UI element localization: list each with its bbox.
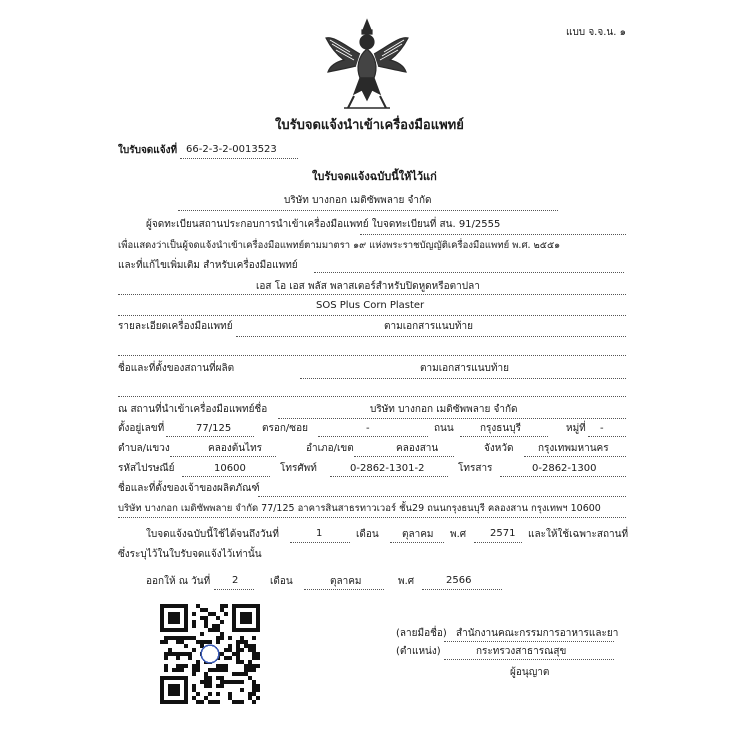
reg-label: ใบรับจดแจ้งที่	[118, 145, 178, 156]
address-label: ตั้งอยู่เลขที่	[118, 423, 165, 434]
device-en-dotline	[118, 315, 626, 316]
license-dotline	[360, 234, 626, 235]
manufacturer-dotline-2	[118, 396, 626, 397]
valid-month-label: เดือน	[356, 529, 379, 540]
reg-number: 66-2-3-2-0013523	[186, 144, 277, 155]
issued-month: ตุลาคม	[330, 576, 362, 587]
valid-month: ตุลาคม	[402, 529, 434, 540]
position-label: (ตำแหน่ง)	[396, 646, 441, 657]
device-th-dotline	[118, 294, 626, 295]
device-intro-dotline	[314, 272, 624, 273]
valid-year-dotline	[474, 542, 522, 543]
issued-year-label: พ.ศ	[398, 576, 415, 587]
district-dotline	[354, 456, 454, 457]
approver-title: ผู้อนุญาต	[510, 667, 550, 678]
details-value: ตามเอกสารแนบท้าย	[384, 321, 473, 332]
subdistrict-label: ตำบล/แขวง	[118, 443, 170, 454]
details-dotline	[236, 336, 626, 337]
subdistrict-dotline	[170, 456, 276, 457]
moo-value: -	[600, 423, 604, 434]
document-title: ใบรับจดแจ้งนำเข้าเครื่องมือแพทย์	[275, 118, 464, 133]
issued-to-heading: ใบรับจดแจ้งฉบับนี้ให้ไว้แก่	[312, 170, 437, 183]
position-dotline	[444, 659, 614, 660]
signature-label: (ลายมือชื่อ)	[396, 628, 447, 639]
province-dotline	[524, 456, 626, 457]
issued-year: 2566	[446, 575, 472, 586]
soi-value: -	[366, 423, 370, 434]
signature-value: สำนักงานคณะกรรมการอาหารและยา	[456, 628, 619, 639]
owner-dotline	[118, 517, 626, 518]
province-value: กรุงเทพมหานคร	[538, 443, 609, 454]
issued-day: 2	[232, 575, 239, 586]
postcode-dotline	[182, 476, 270, 477]
fax-dotline	[500, 476, 626, 477]
purpose-line: เพื่อแสดงว่าเป็นผู้จดแจ้งนำเข้าเครื่องมือแพทย์ตามมาตรา ๑๙ แห่งพระราชบัญญัติเครื่องมือแพทย์ พ.ศ. ๒๕๕๑	[118, 240, 561, 251]
company-name: บริษัท บางกอก เมดิซัพพลาย จำกัด	[284, 195, 432, 206]
device-intro: และที่แก้ไขเพิ่มเติม สำหรับเครื่องมือแพทย์	[118, 260, 298, 271]
issued-day-dotline	[214, 589, 254, 590]
district-label: อำเภอ/เขต	[306, 443, 354, 454]
phone-label: โทรศัพท์	[280, 463, 317, 474]
address-number: 77/125	[196, 423, 232, 434]
phone-dotline	[330, 476, 448, 477]
importer-label: ณ สถานที่นำเข้าเครื่องมือแพทย์ชื่อ	[118, 404, 268, 415]
soi-label: ตรอก/ซอย	[262, 423, 308, 434]
qr-code[interactable]	[160, 604, 260, 704]
garuda-emblem-icon	[322, 16, 412, 112]
importer-value: บริษัท บางกอก เมดิซัพพลาย จำกัด	[370, 404, 518, 415]
province-label: จังหวัด	[484, 443, 514, 454]
reg-dotline	[180, 158, 298, 159]
fax-label: โทรสาร	[458, 463, 493, 474]
moo-dotline	[588, 436, 626, 437]
position-value: กระทรวงสาธารณสุข	[476, 646, 567, 657]
license-line: ผู้จดทะเบียนสถานประกอบการนำเข้าเครื่องมือแพทย์ ใบจดทะเบียนที่ สน. 91/2555	[146, 219, 501, 230]
manufacturer-address-value: ตามเอกสารแนบท้าย	[420, 363, 509, 374]
valid-month-dotline	[390, 542, 444, 543]
company-dotline	[178, 210, 558, 211]
valid-day: 1	[316, 528, 323, 539]
valid-suffix: และให้ใช้เฉพาะสถานที่	[528, 529, 629, 540]
details-dotline-2	[118, 355, 626, 356]
road-label: ถนน	[434, 423, 454, 434]
fax-value: 0-2862-1300	[532, 463, 597, 474]
valid-label: ใบจดแจ้งฉบับนี้ใช้ได้จนถึงวันที่	[146, 529, 279, 540]
subdistrict-value: คลองต้นไทร	[208, 443, 263, 454]
phone-value: 0-2862-1301-2	[350, 463, 425, 474]
soi-dotline	[318, 436, 428, 437]
device-name-thai: เอส โอ เอส พลัส พลาสเตอร์สำหรับปิดหูดหรือตาปลา	[256, 281, 480, 292]
issued-month-dotline	[304, 589, 384, 590]
manufacturer-dotline	[300, 378, 626, 379]
valid-year: 2571	[490, 528, 516, 539]
owner-label: ชื่อและที่ตั้งของเจ้าของผลิตภัณฑ์	[118, 483, 260, 494]
manufacturer-address-label: ชื่อและที่ตั้งของสถานที่ผลิต	[118, 363, 235, 374]
owner-label-dotline	[258, 496, 626, 497]
signature-dotline	[444, 641, 614, 642]
road-dotline	[460, 436, 548, 437]
postcode-value: 10600	[214, 463, 246, 474]
issued-label: ออกให้ ณ วันที่	[146, 576, 211, 587]
postcode-label: รหัสไปรษณีย์	[118, 463, 175, 474]
importer-dotline	[278, 418, 626, 419]
valid-day-dotline	[290, 542, 350, 543]
district-value: คลองสาน	[396, 443, 439, 454]
issued-year-dotline	[422, 589, 502, 590]
road-value: กรุงธนบุรี	[480, 423, 521, 434]
valid-year-label: พ.ศ	[450, 529, 467, 540]
moo-label: หมู่ที่	[566, 423, 586, 434]
device-name-english: SOS Plus Corn Plaster	[316, 300, 425, 311]
form-code: แบบ จ.จ.น. ๑	[566, 27, 626, 38]
address-dotline	[166, 436, 254, 437]
valid-line-2: ซึ่งระบุไว้ในใบรับจดแจ้งไว้เท่านั้น	[118, 549, 262, 560]
issued-month-label: เดือน	[270, 576, 293, 587]
owner-value: บริษัท บางกอก เมดิซัพพลาย จำกัด 77/125 อาคารสินสาธรทาวเวอร์ ชั้น29 ถนนกรุงธนบุรี คลองสาน กรุงเทพฯ 10600	[118, 503, 601, 514]
details-label: รายละเอียดเครื่องมือแพทย์	[118, 321, 233, 332]
